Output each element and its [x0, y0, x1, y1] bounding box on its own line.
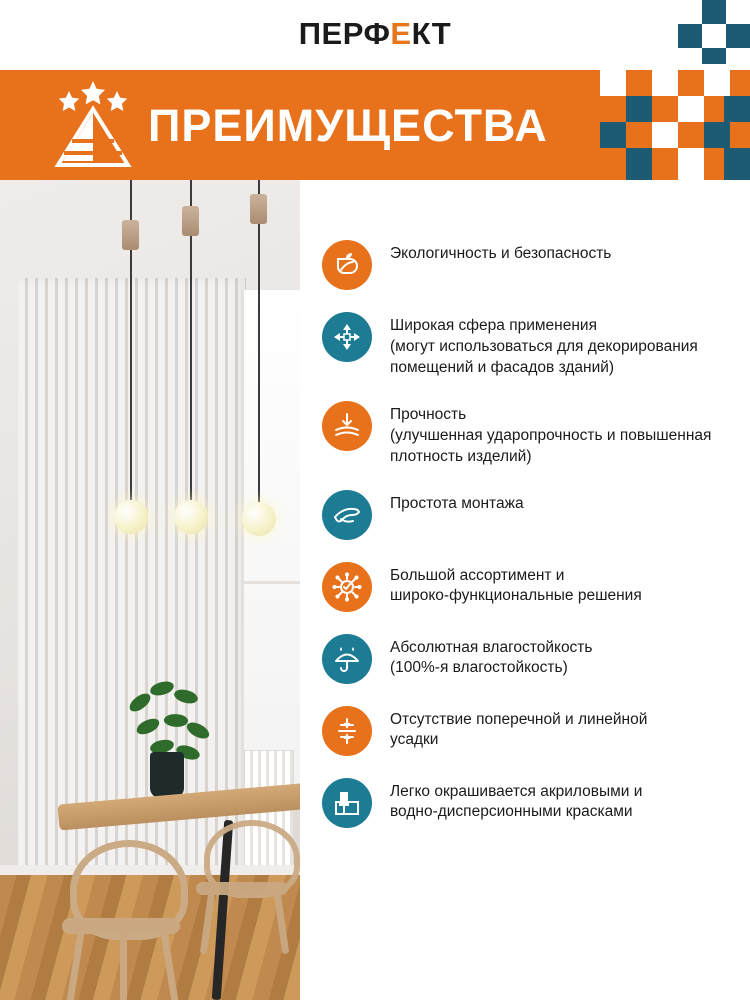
strength-layers-icon — [322, 401, 372, 451]
assortment-network-icon — [322, 562, 372, 612]
four-arrows-expand-icon — [322, 312, 372, 362]
feature-title: Прочность — [390, 405, 467, 423]
feature-text — [390, 240, 611, 265]
interior-room-photo — [0, 180, 300, 1000]
feature-title: Большой ассортимент и — [390, 566, 565, 584]
banner-title: ПРЕИМУЩЕСТВА — [148, 99, 548, 151]
brand-text-part1: ПЕРФ — [298, 16, 391, 51]
feature-subtitle: широко-функциональные решения — [390, 587, 642, 605]
feature-title: Широкая сфера применения — [390, 317, 597, 334]
feature-subtitle: водно-дисперсионными красками — [390, 803, 633, 821]
page-header — [0, 0, 750, 70]
feature-item — [322, 706, 728, 756]
feature-text — [390, 490, 524, 515]
no-shrinkage-arrows-icon — [322, 706, 372, 756]
brand-text-part2: КТ — [411, 16, 452, 51]
feature-text — [390, 312, 728, 379]
eco-leaf-icon — [322, 240, 372, 290]
feature-item — [322, 490, 728, 540]
feature-subtitle: (100%-я влагостойкость) — [390, 659, 568, 677]
feature-title: Простота монтажа — [390, 494, 524, 512]
feature-text — [390, 778, 642, 824]
feature-item — [322, 562, 728, 612]
feature-item — [322, 312, 728, 379]
feature-item — [322, 401, 728, 468]
paint-brush-icon — [322, 778, 372, 828]
feature-item — [322, 240, 728, 290]
advantages-banner — [0, 70, 750, 180]
feature-text — [390, 562, 642, 608]
brand-title — [0, 16, 750, 52]
page-content — [0, 180, 750, 1000]
feature-text — [390, 401, 728, 468]
umbrella-water-resistant-icon — [322, 634, 372, 684]
feature-subtitle: (улучшенная ударопрочность и повышенная плотность изделий) — [390, 426, 712, 465]
chair-back-right — [196, 820, 292, 970]
checker-decoration-banner — [600, 70, 750, 180]
brand-text-accent: Е — [390, 16, 412, 51]
feature-item — [322, 778, 728, 828]
feature-item — [322, 634, 728, 684]
feature-subtitle: (могут использоваться для декорирования помещений и фасадов зданий) — [390, 337, 698, 376]
feature-text — [390, 706, 647, 752]
vase — [150, 752, 184, 798]
pyramid-stars-logo-icon — [42, 79, 144, 171]
feature-title: Экологичность и безопасность — [390, 245, 612, 262]
feature-title: Отсутствие поперечной и линейной — [390, 710, 648, 728]
features-list — [300, 180, 750, 1000]
feature-text — [390, 634, 592, 680]
chair-front — [62, 840, 182, 1000]
checker-decoration-top — [640, 0, 750, 64]
feature-title: Абсолютная влагостойкость — [390, 638, 593, 656]
feature-subtitle: усадки — [390, 731, 439, 749]
feature-title: Легко окрашивается акриловыми и — [390, 782, 643, 800]
window — [241, 290, 300, 810]
easy-install-hand-icon — [322, 490, 372, 540]
